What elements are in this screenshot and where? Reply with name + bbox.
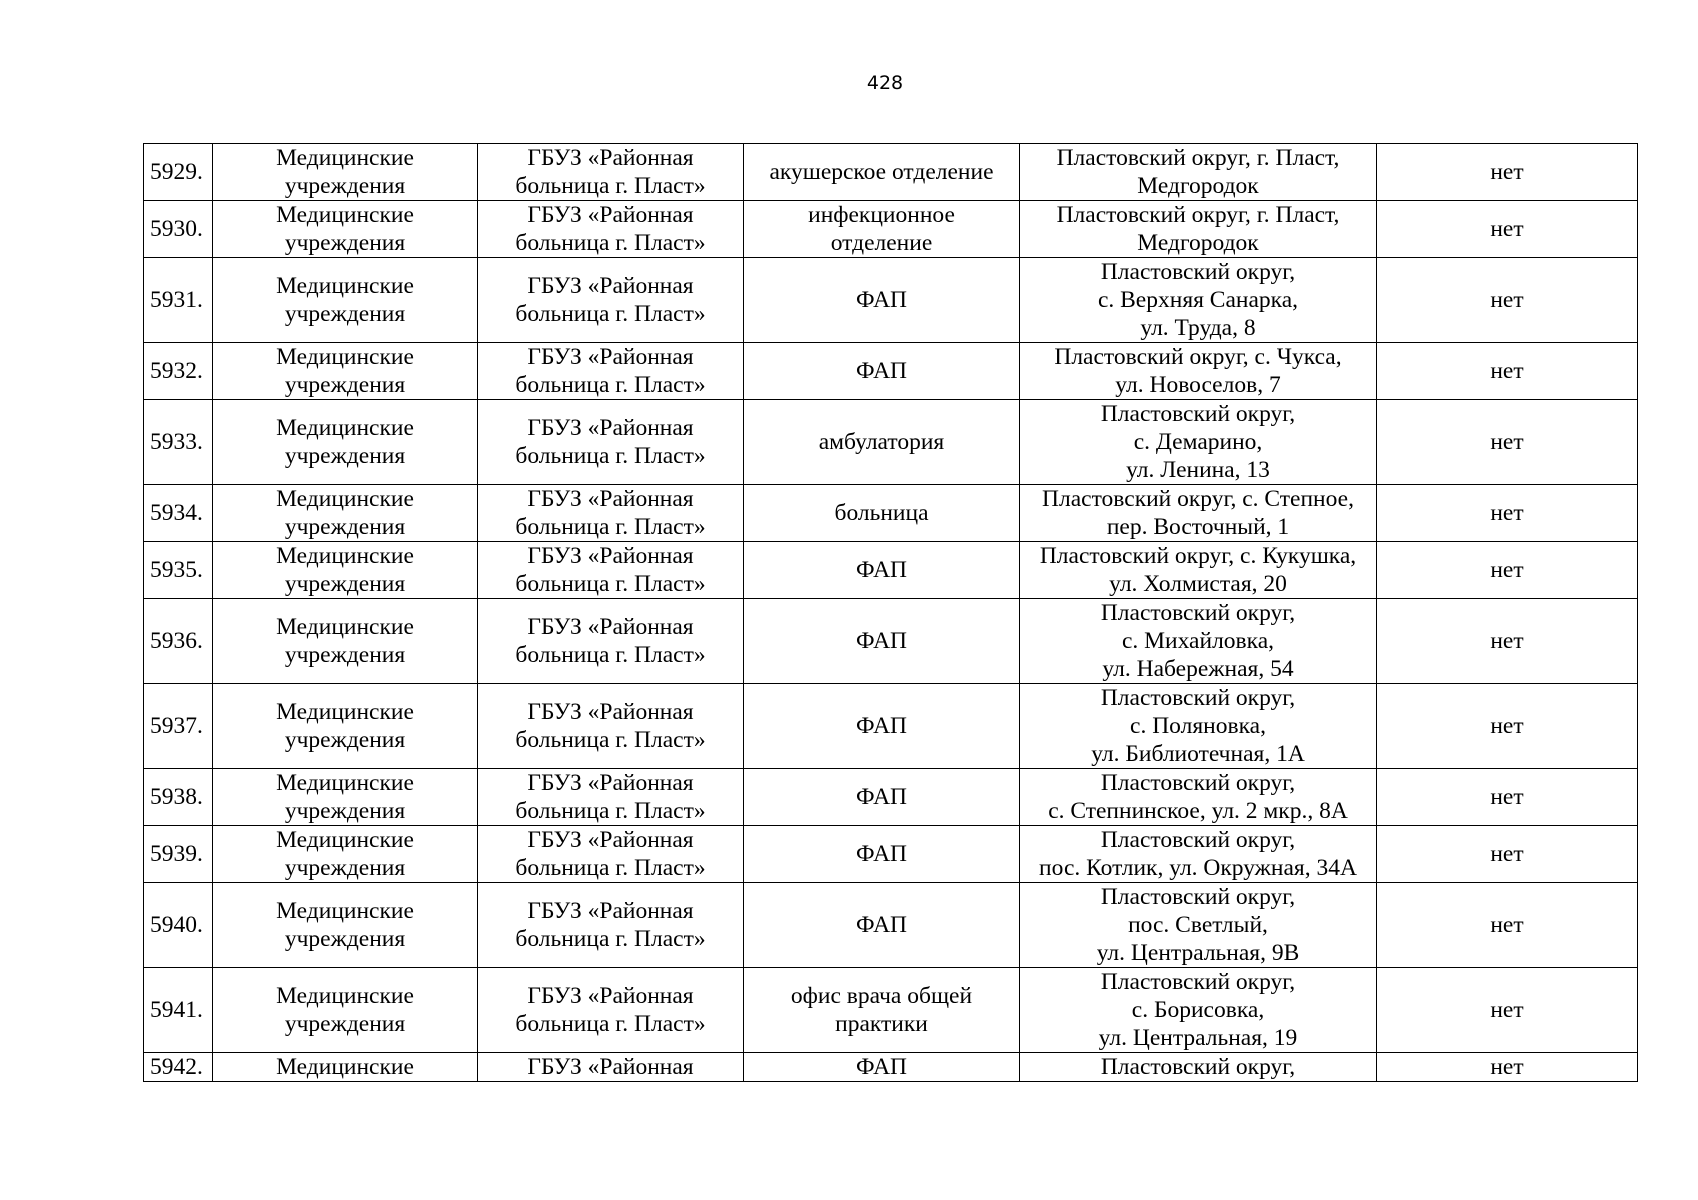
cell-line: ГБУЗ «Районная	[527, 699, 694, 725]
cell-line: ФАП	[855, 713, 908, 739]
address-cell	[1020, 883, 1377, 968]
table-row	[144, 684, 1638, 769]
category-cell	[213, 769, 478, 826]
cell-line: ГБУЗ «Районная	[527, 145, 694, 171]
availability-cell: нет	[1377, 485, 1638, 542]
cell-line: Пластовский округ,	[1100, 600, 1296, 626]
cell-line: Медгородок	[1137, 230, 1259, 256]
table-row	[144, 1053, 1638, 1082]
category-cell	[213, 684, 478, 769]
cell-line: Пластовский округ, г. Пласт,	[1056, 145, 1340, 171]
cell-line: больница г. Пласт»	[515, 1011, 706, 1037]
cell-line: больница г. Пласт»	[515, 798, 706, 824]
row-number-cell: 5930.	[144, 201, 213, 258]
table-row	[144, 826, 1638, 883]
cell-line: инфекционное	[808, 202, 955, 228]
unit-cell	[744, 542, 1020, 599]
cell-line: ул. Новоселов, 7	[1115, 372, 1281, 398]
row-number-cell: 5942.	[144, 1053, 213, 1082]
cell-line: ГБУЗ «Районная	[527, 983, 694, 1009]
organization-cell	[478, 769, 744, 826]
availability-cell: нет	[1377, 542, 1638, 599]
address-cell	[1020, 258, 1377, 343]
cell-line: Пластовский округ,	[1100, 259, 1296, 285]
cell-line: Пластовский округ, с. Степное,	[1042, 486, 1354, 512]
cell-line: пос. Котлик, ул. Окружная, 34А	[1039, 855, 1357, 881]
category-cell	[213, 826, 478, 883]
cell-line: учреждения	[284, 443, 406, 469]
row-number-cell: 5936.	[144, 599, 213, 684]
cell-line: учреждения	[284, 855, 406, 881]
cell-line: практики	[835, 1011, 928, 1037]
row-number-cell: 5931.	[144, 258, 213, 343]
cell-line: ФАП	[855, 358, 908, 384]
cell-line: учреждения	[284, 926, 406, 952]
cell-line: Пластовский округ, с. Чукса,	[1054, 344, 1342, 370]
cell-line: Пластовский округ,	[1100, 1054, 1296, 1080]
organization-cell	[478, 201, 744, 258]
organization-cell	[478, 883, 744, 968]
cell-line: учреждения	[284, 372, 406, 398]
row-number-cell: 5932.	[144, 343, 213, 400]
cell-line: учреждения	[284, 514, 406, 540]
row-number-cell: 5934.	[144, 485, 213, 542]
data-table	[143, 143, 1638, 1082]
address-cell	[1020, 343, 1377, 400]
cell-line: Медицинские	[276, 770, 414, 796]
cell-line: ул. Труда, 8	[1140, 315, 1256, 341]
address-cell	[1020, 1053, 1377, 1082]
row-number-cell: 5933.	[144, 400, 213, 485]
availability-cell: нет	[1377, 769, 1638, 826]
table-row	[144, 144, 1638, 201]
cell-line: Медицинские	[276, 543, 414, 569]
category-cell	[213, 599, 478, 684]
cell-line: ГБУЗ «Районная	[527, 898, 694, 924]
cell-line: Медицинские	[276, 344, 414, 370]
cell-line: Пластовский округ,	[1100, 827, 1296, 853]
cell-line: амбулатория	[818, 429, 945, 455]
category-cell	[213, 201, 478, 258]
cell-line: акушерское отделение	[769, 159, 994, 185]
cell-line: учреждения	[284, 173, 406, 199]
cell-line: ГБУЗ «Районная	[527, 827, 694, 853]
organization-cell	[478, 1053, 744, 1082]
availability-cell: нет	[1377, 343, 1638, 400]
organization-cell	[478, 400, 744, 485]
availability-cell: нет	[1377, 599, 1638, 684]
address-cell	[1020, 400, 1377, 485]
cell-line: учреждения	[284, 230, 406, 256]
cell-line: ул. Центральная, 19	[1098, 1025, 1298, 1051]
organization-cell	[478, 599, 744, 684]
cell-line: больница г. Пласт»	[515, 727, 706, 753]
row-number-cell: 5938.	[144, 769, 213, 826]
organization-cell	[478, 485, 744, 542]
row-number-cell: 5929.	[144, 144, 213, 201]
organization-cell	[478, 542, 744, 599]
availability-cell: нет	[1377, 826, 1638, 883]
table-row	[144, 599, 1638, 684]
unit-cell	[744, 485, 1020, 542]
row-number-cell: 5940.	[144, 883, 213, 968]
cell-line: ул. Библиотечная, 1А	[1091, 741, 1305, 767]
cell-line: с. Степнинское, ул. 2 мкр., 8А	[1048, 798, 1348, 824]
organization-cell	[478, 826, 744, 883]
cell-line: Пластовский округ, г. Пласт,	[1056, 202, 1340, 228]
cell-line: ФАП	[855, 628, 908, 654]
cell-line: больница г. Пласт»	[515, 301, 706, 327]
organization-cell	[478, 968, 744, 1053]
category-cell	[213, 542, 478, 599]
unit-cell	[744, 826, 1020, 883]
cell-line: учреждения	[284, 571, 406, 597]
category-cell	[213, 883, 478, 968]
cell-line: учреждения	[284, 642, 406, 668]
cell-line: ФАП	[855, 784, 908, 810]
cell-line: Медицинские	[276, 486, 414, 512]
unit-cell	[744, 883, 1020, 968]
cell-line: Медгородок	[1137, 173, 1259, 199]
cell-line: Медицинские	[276, 983, 414, 1009]
availability-cell: нет	[1377, 684, 1638, 769]
unit-cell	[744, 201, 1020, 258]
cell-line: Пластовский округ,	[1100, 401, 1296, 427]
availability-cell: нет	[1377, 968, 1638, 1053]
cell-line: Медицинские	[276, 273, 414, 299]
table-body	[144, 144, 1638, 1082]
address-cell	[1020, 201, 1377, 258]
cell-line: Медицинские	[276, 202, 414, 228]
cell-line: больница г. Пласт»	[515, 926, 706, 952]
category-cell	[213, 343, 478, 400]
cell-line: с. Поляновка,	[1130, 713, 1266, 739]
category-cell	[213, 1053, 478, 1082]
category-cell	[213, 400, 478, 485]
cell-line: Пластовский округ,	[1100, 770, 1296, 796]
table-row	[144, 485, 1638, 542]
cell-line: ФАП	[855, 841, 908, 867]
cell-line: ГБУЗ «Районная	[527, 202, 694, 228]
unit-cell	[744, 769, 1020, 826]
cell-line: с. Демарино,	[1133, 429, 1263, 455]
cell-line: ул. Набережная, 54	[1102, 656, 1294, 682]
cell-line: ГБУЗ «Районная	[527, 1054, 694, 1080]
cell-line: Медицинские	[276, 699, 414, 725]
table-row	[144, 542, 1638, 599]
cell-line: больница	[834, 500, 929, 526]
table-row	[144, 968, 1638, 1053]
table-row	[144, 400, 1638, 485]
address-cell	[1020, 968, 1377, 1053]
unit-cell	[744, 968, 1020, 1053]
cell-line: с. Борисовка,	[1131, 997, 1265, 1023]
cell-line: ГБУЗ «Районная	[527, 614, 694, 640]
row-number-cell: 5941.	[144, 968, 213, 1053]
address-cell	[1020, 542, 1377, 599]
cell-line: пос. Светлый,	[1128, 912, 1268, 938]
cell-line: ФАП	[855, 287, 908, 313]
address-cell	[1020, 485, 1377, 542]
cell-line: Пластовский округ,	[1100, 969, 1296, 995]
table-row	[144, 258, 1638, 343]
cell-line: ул. Холмистая, 20	[1109, 571, 1287, 597]
cell-line: ул. Центральная, 9В	[1096, 940, 1300, 966]
availability-cell: нет	[1377, 1053, 1638, 1082]
table-row	[144, 343, 1638, 400]
unit-cell	[744, 1053, 1020, 1082]
address-cell	[1020, 599, 1377, 684]
cell-line: Медицинские	[276, 827, 414, 853]
unit-cell	[744, 258, 1020, 343]
table-row	[144, 769, 1638, 826]
cell-line: учреждения	[284, 301, 406, 327]
cell-line: больница г. Пласт»	[515, 372, 706, 398]
row-number-cell: 5935.	[144, 542, 213, 599]
cell-line: учреждения	[284, 1011, 406, 1037]
cell-line: больница г. Пласт»	[515, 642, 706, 668]
category-cell	[213, 258, 478, 343]
category-cell	[213, 144, 478, 201]
cell-line: Медицинские	[276, 415, 414, 441]
cell-line: Медицинские	[276, 145, 414, 171]
cell-line: ГБУЗ «Районная	[527, 344, 694, 370]
unit-cell	[744, 684, 1020, 769]
cell-line: больница г. Пласт»	[515, 514, 706, 540]
availability-cell: нет	[1377, 258, 1638, 343]
address-cell	[1020, 144, 1377, 201]
organization-cell	[478, 684, 744, 769]
cell-line: ФАП	[855, 557, 908, 583]
cell-line: больница г. Пласт»	[515, 173, 706, 199]
cell-line: с. Михайловка,	[1121, 628, 1275, 654]
cell-line: Пластовский округ,	[1100, 685, 1296, 711]
row-number-cell: 5937.	[144, 684, 213, 769]
organization-cell	[478, 343, 744, 400]
table-row	[144, 883, 1638, 968]
cell-line: больница г. Пласт»	[515, 443, 706, 469]
availability-cell: нет	[1377, 144, 1638, 201]
cell-line: ГБУЗ «Районная	[527, 273, 694, 299]
cell-line: Пластовский округ,	[1100, 884, 1296, 910]
cell-line: отделение	[830, 230, 933, 256]
cell-line: учреждения	[284, 798, 406, 824]
cell-line: Пластовский округ, с. Кукушка,	[1039, 543, 1357, 569]
availability-cell: нет	[1377, 400, 1638, 485]
cell-line: офис врача общей	[790, 983, 973, 1009]
address-cell	[1020, 684, 1377, 769]
row-number-cell: 5939.	[144, 826, 213, 883]
organization-cell	[478, 144, 744, 201]
unit-cell	[744, 400, 1020, 485]
cell-line: ГБУЗ «Районная	[527, 543, 694, 569]
category-cell	[213, 968, 478, 1053]
cell-line: ФАП	[855, 912, 908, 938]
unit-cell	[744, 144, 1020, 201]
unit-cell	[744, 599, 1020, 684]
organization-cell	[478, 258, 744, 343]
cell-line: пер. Восточный, 1	[1106, 514, 1290, 540]
category-cell	[213, 485, 478, 542]
cell-line: больница г. Пласт»	[515, 230, 706, 256]
cell-line: ГБУЗ «Районная	[527, 770, 694, 796]
cell-line: учреждения	[284, 727, 406, 753]
cell-line: больница г. Пласт»	[515, 855, 706, 881]
cell-line: ФАП	[855, 1054, 908, 1080]
availability-cell: нет	[1377, 883, 1638, 968]
cell-line: Медицинские	[276, 898, 414, 924]
cell-line: ул. Ленина, 13	[1126, 457, 1270, 483]
cell-line: Медицинские	[276, 1054, 414, 1080]
unit-cell	[744, 343, 1020, 400]
address-cell	[1020, 826, 1377, 883]
cell-line: с. Верхняя Санарка,	[1097, 287, 1299, 313]
cell-line: Медицинские	[276, 614, 414, 640]
availability-cell: нет	[1377, 201, 1638, 258]
table-row	[144, 201, 1638, 258]
page-number: 428	[866, 72, 904, 94]
cell-line: ГБУЗ «Районная	[527, 486, 694, 512]
address-cell	[1020, 769, 1377, 826]
cell-line: ГБУЗ «Районная	[527, 415, 694, 441]
cell-line: больница г. Пласт»	[515, 571, 706, 597]
